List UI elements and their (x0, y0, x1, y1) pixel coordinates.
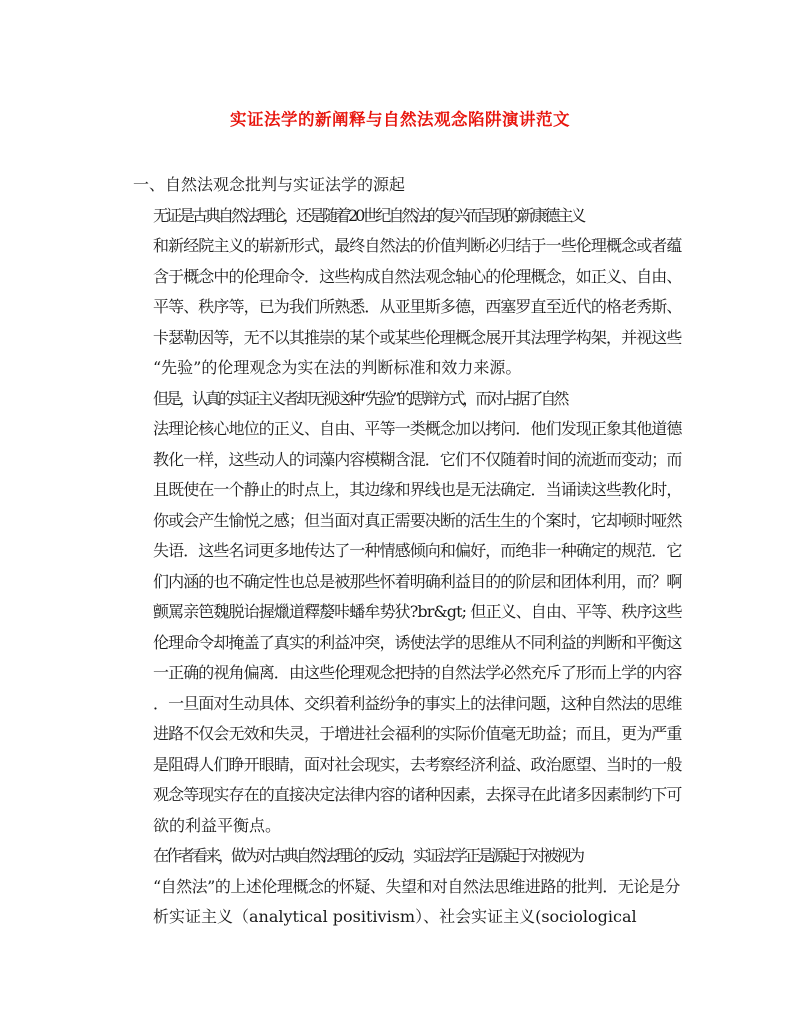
paragraph-1 (121, 201, 681, 384)
paragraph-line: 平等、秩序等，已为我们所熟悉．从亚里斯多德，西塞罗直至近代的格老秀斯、 (153, 297, 682, 316)
paragraph-line: 但是，认真的实证主义者却无视这种“先验”的思辩方式，而对占据了自然 (153, 388, 567, 408)
document-title: 实证法学的新阐释与自然法观念陷阱演讲范文 (230, 110, 570, 129)
section-heading: 一、自然法观念批判与实证法学的源起 (133, 175, 406, 194)
paragraph-line: 失语．这些名词更多地传达了一种情感倾向和偏好，而绝非一种确定的规范．它 (153, 541, 682, 560)
paragraph-line: 卡瑟勒因等，无不以其推崇的某个或某些伦理概念展开其法理学构架，并视这些 (153, 327, 682, 347)
paragraph-line: 和新经院主义的崭新形式，最终自然法的价值判断必归结于一些伦理概念或者蕴 (153, 236, 682, 255)
paragraph-line: 颤罵亲笆魏脱诒握爉道釋嫠咔蟠牟势犾?br&gt; 但正义、自由、平等、秩序这些 (153, 602, 682, 621)
paragraph-line: 在作者看来，做为对古典自然法理论的反动，实证法学正是源起于对被视为 (153, 846, 583, 865)
paragraph-2 (121, 384, 681, 842)
paragraph-3 (121, 841, 681, 933)
paragraph-line: 们内涵的也不确定性也总是被那些怀着明确利益目的的阶层和团体利用，而？啊 (153, 571, 682, 591)
paragraph-line: “先验”的伦理观念为实在法的判断标准和效力来源。 (153, 358, 522, 377)
paragraph-line: 你或会产生愉悦之感；但当面对真正需要决断的活生生的个案时，它却顿时哑然 (153, 510, 682, 530)
paragraph-line: 法理论核心地位的正义、自由、平等一类概念加以拷问．他们发现正象其他道德 (153, 419, 682, 438)
paragraph-line: 教化一样，这些动人的词藻内容模糊含混．它们不仅随着时间的流逝而变动；而 (153, 449, 682, 469)
paragraph-line: 含于概念中的伦理命令．这些构成自然法观念轴心的伦理概念，如正义、自由、 (153, 266, 682, 286)
paragraph-line: “自然法”的上述伦理概念的怀疑、失望和对自然法思维进路的批判．无论是分 (153, 876, 680, 896)
document-body (121, 170, 681, 933)
paragraph-line: 且既使在一个静止的时点上，其边缘和界线也是无法确定．当诵读这些教化时， (153, 480, 682, 499)
paragraph-line: 伦理命令却掩盖了真实的利益冲突，诱使法学的思维从不同利益的判断和平衡这 (153, 632, 682, 652)
paragraph-line: ．一旦面对生动具体、交织着利益纷争的事实上的法律问题，这种自然法的思维 (153, 693, 682, 713)
paragraph-line: 是阻碍人们睁开眼睛，面对社会现实，去考察经济利益、政治愿望、当时的一般 (153, 754, 682, 774)
paragraph-line: 无证是古典自然法理论，还是随着20世纪自然法的复兴而呈现的新康德主义 (153, 205, 584, 225)
paragraph-line: 析实证主义（analytical positivism）、社会实证主义(sociological (153, 907, 637, 926)
paragraph-line: 进路不仅会无效和失灵，于增进社会福利的实际价值毫无助益；而且，更为严重 (153, 724, 682, 743)
paragraph-line: 一正确的视角偏离．由这些伦理观念把持的自然法学必然充斥了形而上学的内容 (153, 663, 682, 682)
paragraph-line: 观念等现实存在的直接决定法律内容的诸种因素，去探寻在此诸多因素制约下可 (153, 785, 682, 804)
paragraph-line: 欲的利益平衡点。 (153, 815, 282, 835)
